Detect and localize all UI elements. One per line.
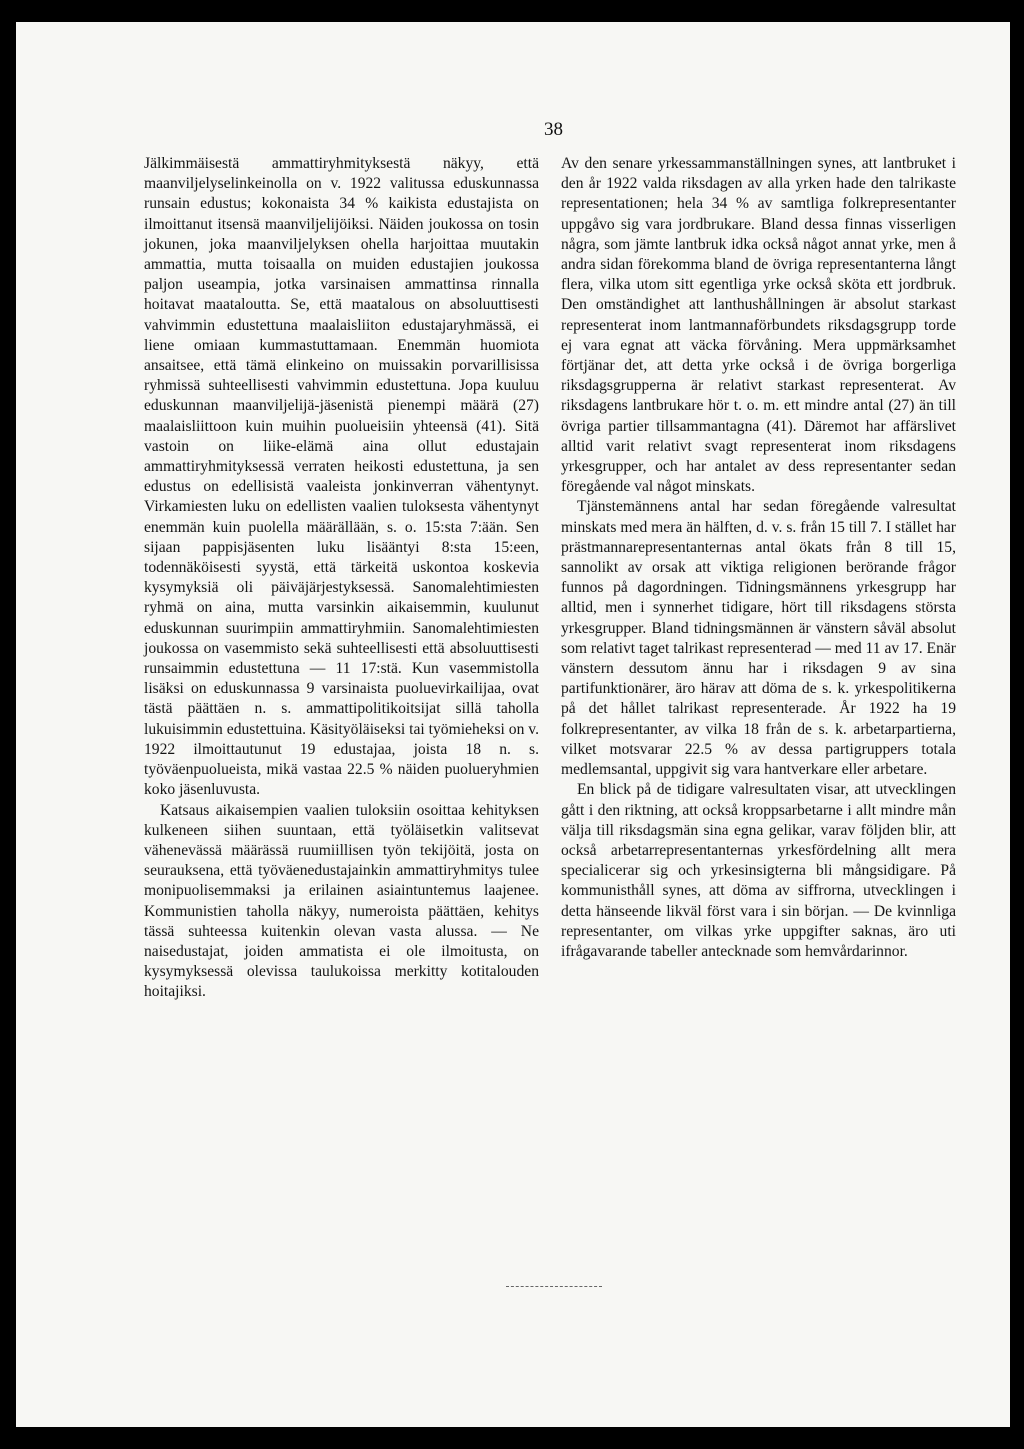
swedish-paragraph-1: Av den senare yrkessammanställningen synes, att lantbruket i den år 1922 valda riksdagen av alla yrken hade den talrikaste representationen; hela 34 % av samtliga folkrepresentanter uppgåvo sig vara jordbrukare. Bland dessa finnas visserligen några, som jämte lantbruk idka också något annat yrke, men å andra sidan förekomma bland de övriga representanterna långt flera, vilka utom sitt egentliga yrke också sköta ett jordbruk. Den omständighet att lanthushållningen är absolut starkast representerat inom lantmannaförbundets riksdagsgrupp torde ej vara egnat att väcka förvåning. Mera uppmärksamhet förtjänar det, att detta yrke också i de övriga borgerliga riksdagsgrupperna är relativt starkast representerat. Av riksdagens lantbrukare hör t. o. m. ett mindre antal (27) än till övriga partier tillsammantagna (41). Däremot har affärslivet alltid varit relativt svagt representerat inom riksdagens yrkesgrupper, och har antalet av dess representanter sedan föregående val något minskats. — [561, 155, 956, 496]
page-number: 38 — [544, 119, 563, 140]
finnish-paragraph-1: Jälkimmäisestä ammattiryhmityksestä näkyy, että maanviljelyselinkeinolla on v. 1922 valitussa eduskunnassa runsain edustus; kokonaista 34 % kaikista edustajista on ilmoittanut itsensä maanviljelijöiksi. Näiden joukossa on tosin jokunen, joka maanviljelyksen ohella harjoittaa muutakin ammattia, mutta toisaalla on muiden edustajien joukossa paljon useampia, jotka varsinaisen ammattinsa rinnalla hoitavat maataloutta. Se, että maatalous on absoluuttisesti vahvimmin edustettuna maalaisliiton edustajaryhmässä, ei liene omiaan kummastuttamaan. Enemmän huomiota ansaitsee, että tämä elinkeino on muissakin porvarillisissa ryhmissä suhteellisesti vahvimmin edustettuna. Jopa kuuluu eduskunnan maanviljelijä-jäsenistä pienempi määrä (27) maalaisliittoon kuin muihin puolueisiin yhteensä (41). Sitä vastoin on liike-elämä aina ollut edustajain ammattiryhmityksessä verraten heikosti edustettuna, ja sen edustus on edellisistä vaaleista jonkinverran vähentynyt. Virkamiesten luku on edellisten vaalien tuloksesta vähentynyt enemmän kuin puolella määrällään, s. o. 15:sta 7:ään. Sen sijaan pappisjäsenten luku lisääntyi 8:sta 15:een, todennäköisesti syystä, että tärkeitä uskontoa koskevia kysymyksiä oli päiväjärjestyksessä. Sanomalehtimiesten ryhmä on aina, mutta varsinkin aikaisemmin, kuulunut eduskunnan suurimpiin ammattiryhmiin. Sanomalehtimiesten joukossa on vasemmisto sekä suhteellisesti että absoluuttisesti runsaimmin edustettuna — 11 17:stä. Kun vasemmistolla lisäksi on eduskunnassa 9 varsinaista puoluevirkailijaa, ovat tästä päättäen n. s. ammattipolitikoitsijat sillä taholla lukuisimmin edustettuina. Käsityöläiseksi tai työmieheksi on v. 1922 ilmoittautunut 19 edustajaa, joista 18 n. s. työväenpuolueista, mikä vastaa 22.5 % näiden puolueryhmien koko jäsenluvusta. — [144, 155, 539, 799]
swedish-paragraph-3: En blick på de tidigare valresultaten visar, att utvecklingen gått i den riktning, att också kroppsarbetarne i allt mindre mån välja till riksdagsmän sina egna gelikar, varav följden blir, att också arbetarrepresentanternas yrkesfördelning allt mera specialicerar sig och yrkesinsigterna bli mångsidigare. På kommunisthåll synes, att döma av siffrorna, utvecklingen i detta hänseende likväl först vara i sin början. — De kvinnliga representanter, om vilkas yrke uppgifter saknas, äro uti ifrågavarande tabeller antecknade som hemvårdarinnor. — [561, 781, 956, 960]
swedish-paragraph-2: Tjänstemännens antal har sedan föregående valresultat minskats med mera än hälften, d. v. s. från 15 till 7. I stället har prästmannarepresentanternas antal ökats från 8 till 15, sannolikt av orsak att viktiga religionen berörande frågor funnos på dagordningen. Tidningsmännens yrkesgrupp har alltid, men i synnerhet tidigare, hört till riksdagens största yrkesgrupper. Bland tidningsmännen är vänstern såväl absolut som relativt taget talrikast representerad — med 11 av 17. Enär vänstern dessutom ännu har i riksdagen 9 av sina partifunktionärer, äro härav att döma de s. k. yrkespolitikerna på det hållet talrikast representerade. År 1922 ha 19 folkrepresentanter, av vilka 18 från de s. k. arbetarpartierna, vilket motsvarar 22.5 % av dessa partigruppers totala medlemsantal, uppgivit sig vara hantverkare eller arbetare. — [561, 498, 956, 779]
scanned-page — [16, 22, 1010, 1427]
finnish-text-column — [144, 154, 539, 1003]
swedish-text-column — [561, 154, 956, 962]
finnish-paragraph-2: Katsaus aikaisempien vaalien tuloksiin osoittaa kehityksen kulkeneen siihen suuntaan, että työläisetkin valitsevat vähenevässä määrässä ruumiillisen työn tekijöitä, josta on seurauksena, että työväenedustajainkin ammattiryhmitys tulee monipuolisemmaksi ja erilainen asiaintuntemus laajenee. Kommunistien taholla näkyy, numeroista päättäen, kehitys tässä suhteessa kuitenkin olevan vasta alussa. — Ne naisedustajat, joiden ammatista ei ole ilmoitusta, on kysymyksessä olevissa taulukoissa merkitty kotitalouden hoitajiksi. — [144, 801, 539, 1001]
bottom-divider — [506, 1286, 602, 1287]
